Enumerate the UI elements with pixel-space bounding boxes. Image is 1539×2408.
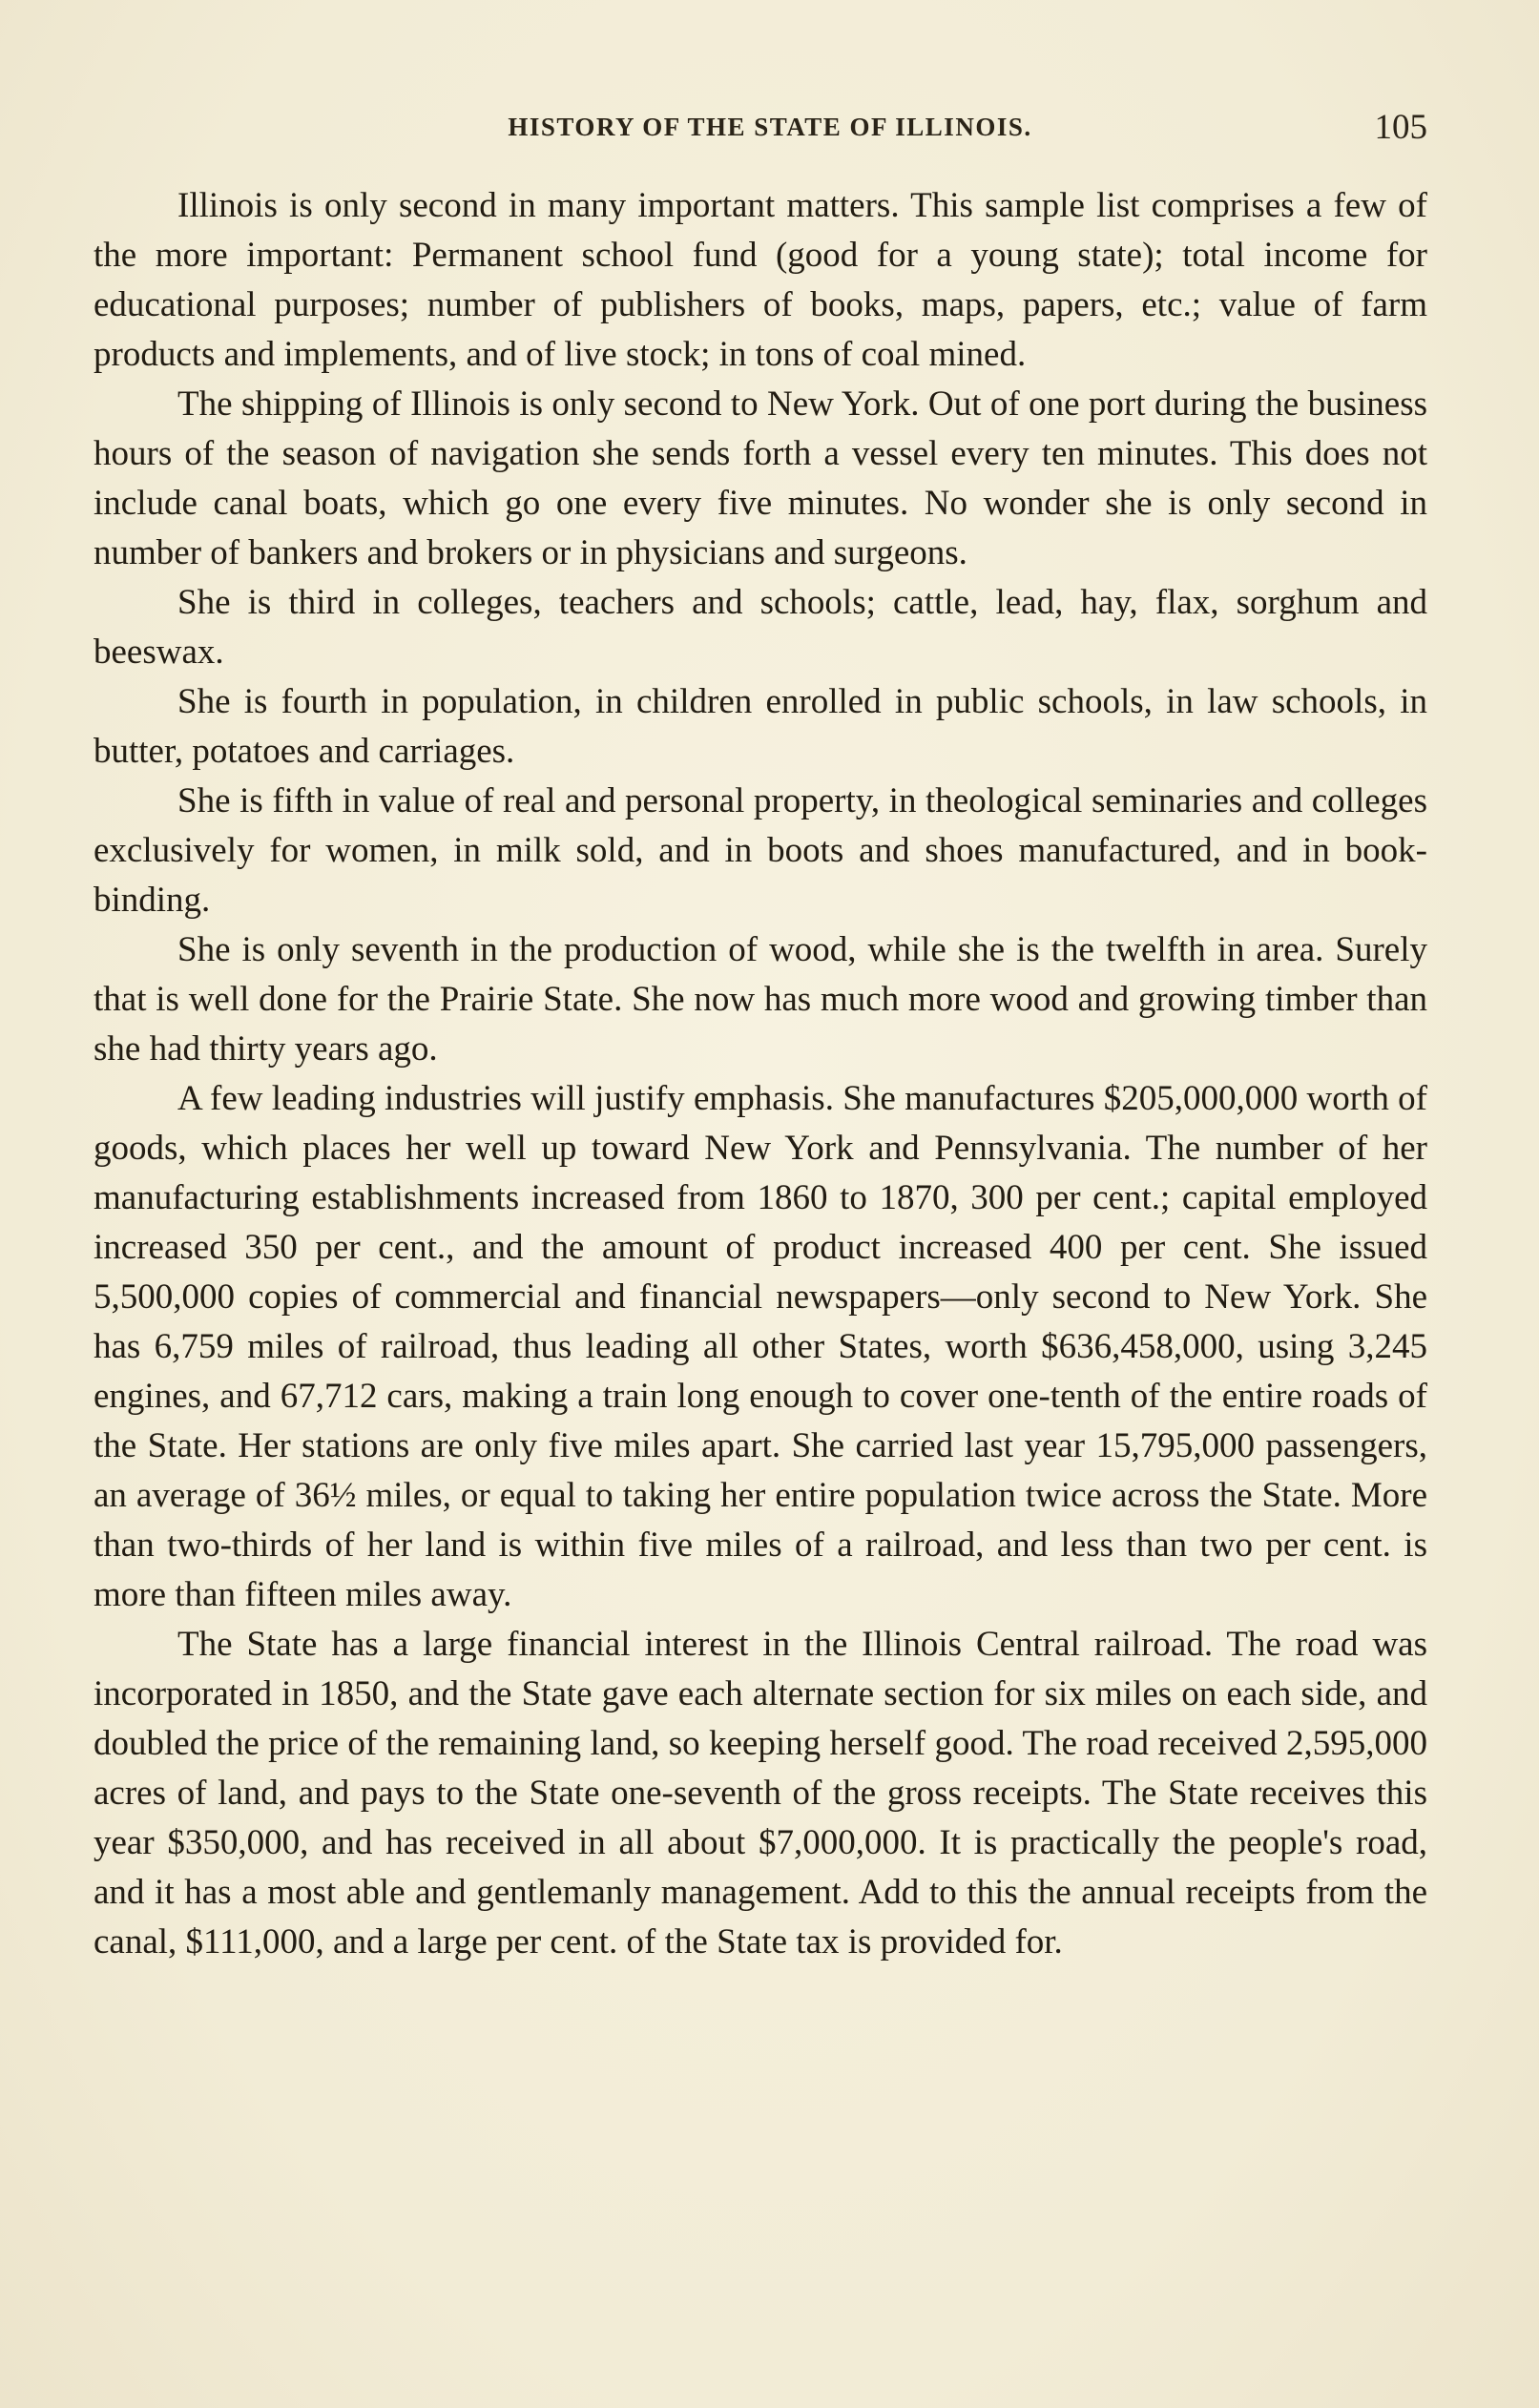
paragraph-third-rank: She is third in colleges, teachers and schools; cattle, lead, hay, flax, sorghum and beeswax. [94, 583, 1427, 672]
page-header [94, 107, 1427, 155]
running-head: HISTORY OF THE STATE OF ILLINOIS. [508, 113, 1032, 141]
paragraph-fourth-rank: She is fourth in population, in children enrolled in public schools, in law schools, in butter, potatoes and carriages. [94, 682, 1427, 771]
body-text [94, 181, 1427, 1967]
page-number: 105 [1374, 108, 1427, 147]
paragraph-shipping: The shipping of Illinois is only second to New York. Out of one port during the business hours of the season of navigation she sends forth a vessel every ten minutes. This does not include canal boats, which go one every five minutes. No wonder she is only second in number of bankers and brokers or in physicians and surgeons. [94, 384, 1427, 572]
paragraph-second-rank: Illinois is only second in many important matters. This sample list comprises a few of the more important: Permanent school fund (good for a young state); total income for educational purposes; number of publishers of books, maps, papers, etc.; value of farm products and implements, and of live stock; in tons of coal mined. [94, 186, 1427, 374]
paragraph-fifth-rank: She is fifth in value of real and personal property, in theological seminaries and colleges exclusively for women, in milk sold, and in boots and shoes manufactured, and in book-binding. [94, 781, 1427, 920]
paragraph-illinois-central: The State has a large financial interest in the Illinois Central railroad. The road was incorporated in 1850, and the State gave each alternate section for six miles on each side, and doubled the price of the remaining land, so keeping herself good. The road received 2,595,000 acres of land, and pays to the State one-seventh of the gross receipts. The State receives this year $350,000, and has received in all about $7,000,000. It is practically the people's road, and it has a most able and gentlemanly management. Add to this the annual receipts from the canal, $111,000, and a large per cent. of the State tax is provided for. [94, 1625, 1427, 1962]
paragraph-industries: A few leading industries will justify emphasis. She manufactures $205,000,000 worth of goods, which places her well up toward New York and Pennsylvania. The number of her manufacturing establishments increased from 1860 to 1870, 300 per cent.; capital employed increased 350 per cent., and the amount of product increased 400 per cent. She issued 5,500,000 copies of commercial and financial newspapers—only second to New York. She has 6,759 miles of railroad, thus leading all other States, worth $636,458,000, using 3,245 engines, and 67,712 cars, making a train long enough to cover one-tenth of the entire roads of the State. Her stations are only five miles apart. She carried last year 15,795,000 passengers, an average of 36½ miles, or equal to taking her entire population twice across the State. More than two-thirds of her land is within five miles of a railroad, and less than two per cent. is more than fifteen miles away. [94, 1079, 1427, 1614]
paragraph-seventh-rank: She is only seventh in the production of wood, while she is the twelfth in area. Surely that is well done for the Prairie State. She now has much more wood and growing timber than she had thirty years ago. [94, 930, 1427, 1069]
